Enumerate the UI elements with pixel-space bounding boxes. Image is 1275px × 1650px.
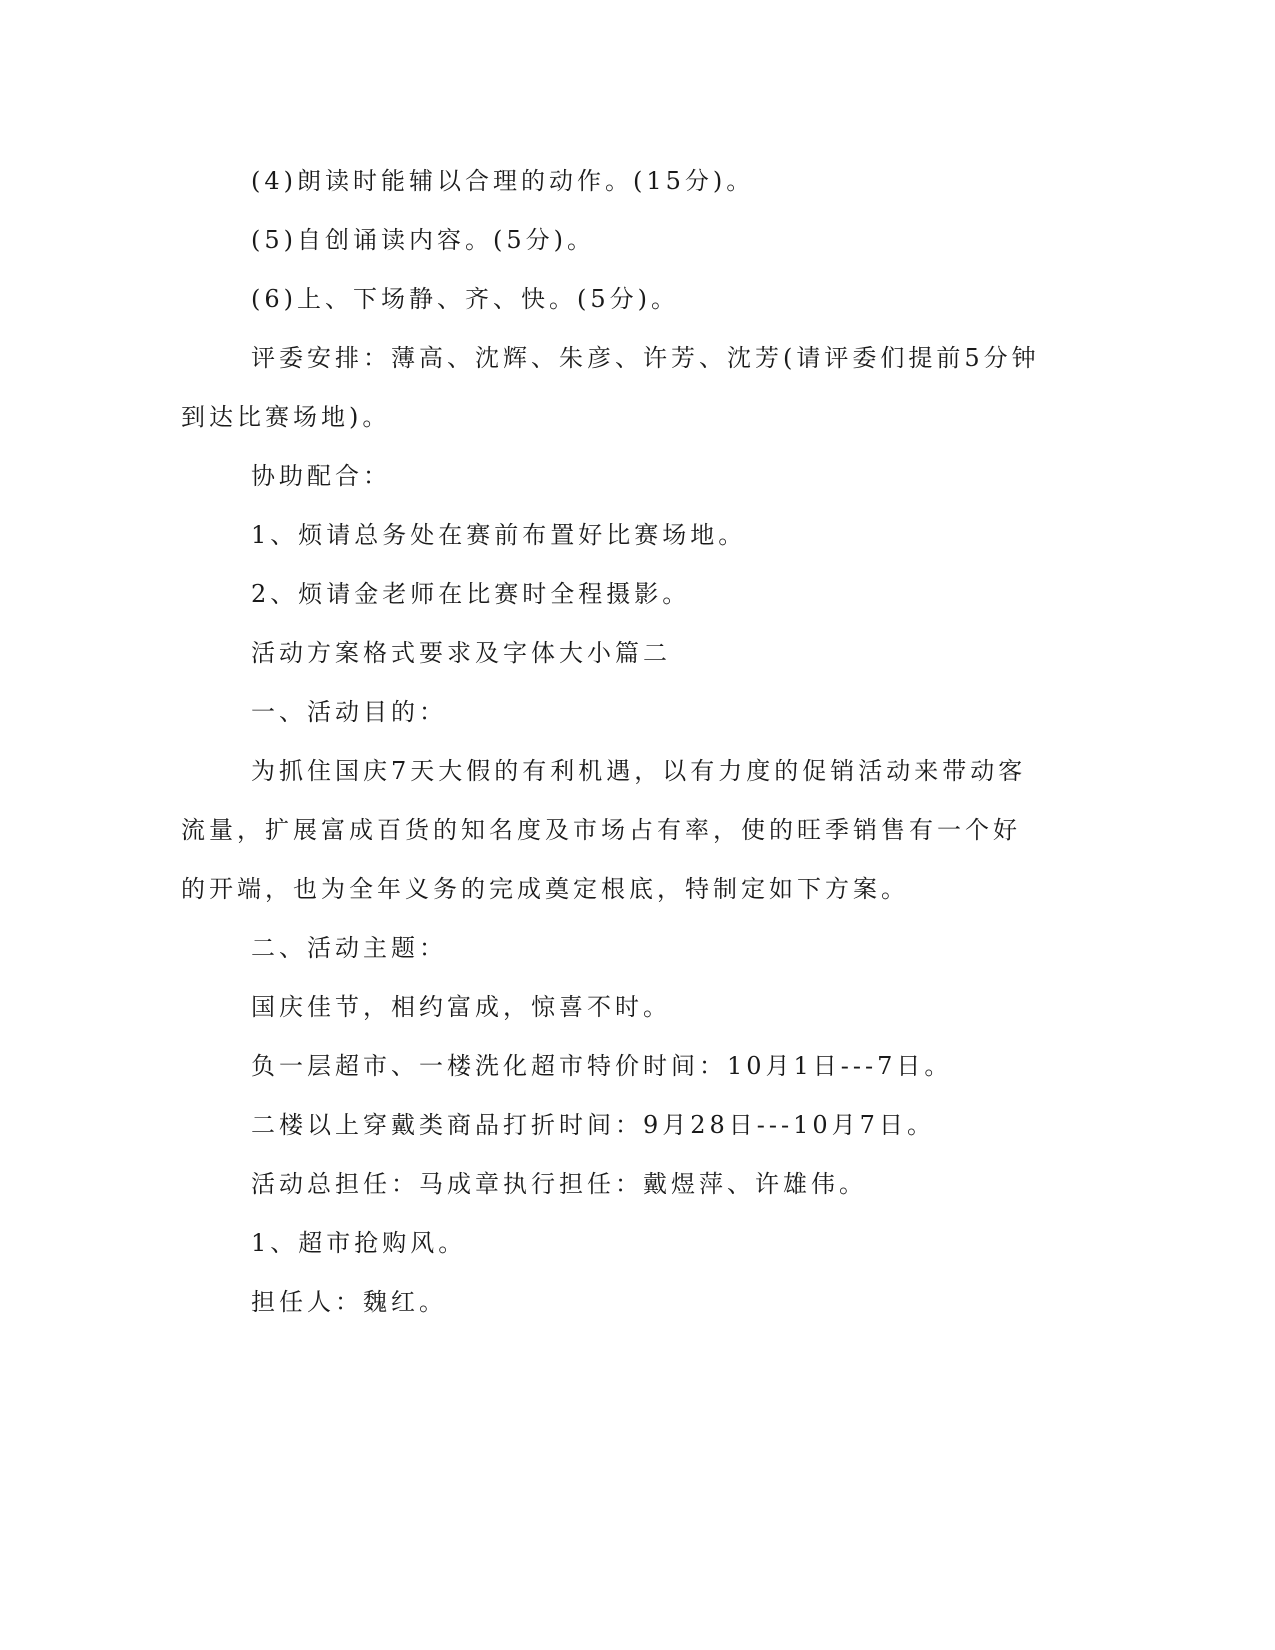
text-line: 的开端，也为全年义务的完成奠定根底，特制定如下方案。 [181, 875, 909, 903]
text-line: (4)朗读时能辅以合理的动作。(15分)。 [251, 167, 755, 195]
text-line: 2、烦请金老师在比赛时全程摄影。 [251, 580, 691, 608]
text-line: 1、烦请总务处在赛前布置好比赛场地。 [251, 521, 747, 549]
text-line: 1、超市抢购风。 [251, 1229, 467, 1257]
text-line: 协助配合： [251, 462, 391, 490]
text-line: 活动总担任：马成章执行担任：戴煜萍、许雄伟。 [251, 1170, 867, 1198]
text-line: 一、活动目的： [251, 698, 447, 726]
section-heading: 活动方案格式要求及字体大小篇二 [251, 639, 671, 667]
text-line: 负一层超市、一楼洗化超市特价时间：10月1日---7日。 [251, 1052, 953, 1080]
text-line: 二、活动主题： [251, 934, 447, 962]
text-line: 到达比赛场地)。 [181, 403, 391, 431]
text-line: 流量，扩展富成百货的知名度及市场占有率，使的旺季销售有一个好 [181, 816, 1021, 844]
text-line: 担任人：魏红。 [251, 1288, 447, 1316]
text-line: 为抓住国庆7天大假的有利机遇，以有力度的促销活动来带动客 [251, 757, 1027, 785]
text-line: (5)自创诵读内容。(5分)。 [251, 226, 595, 254]
text-line: 国庆佳节，相约富成，惊喜不时。 [251, 993, 671, 1021]
text-line: 评委安排：薄高、沈辉、朱彦、许芳、沈芳(请评委们提前5分钟 [251, 344, 1040, 372]
text-line: 二楼以上穿戴类商品打折时间：9月28日---10月7日。 [251, 1111, 935, 1139]
text-line: (6)上、下场静、齐、快。(5分)。 [251, 285, 679, 313]
